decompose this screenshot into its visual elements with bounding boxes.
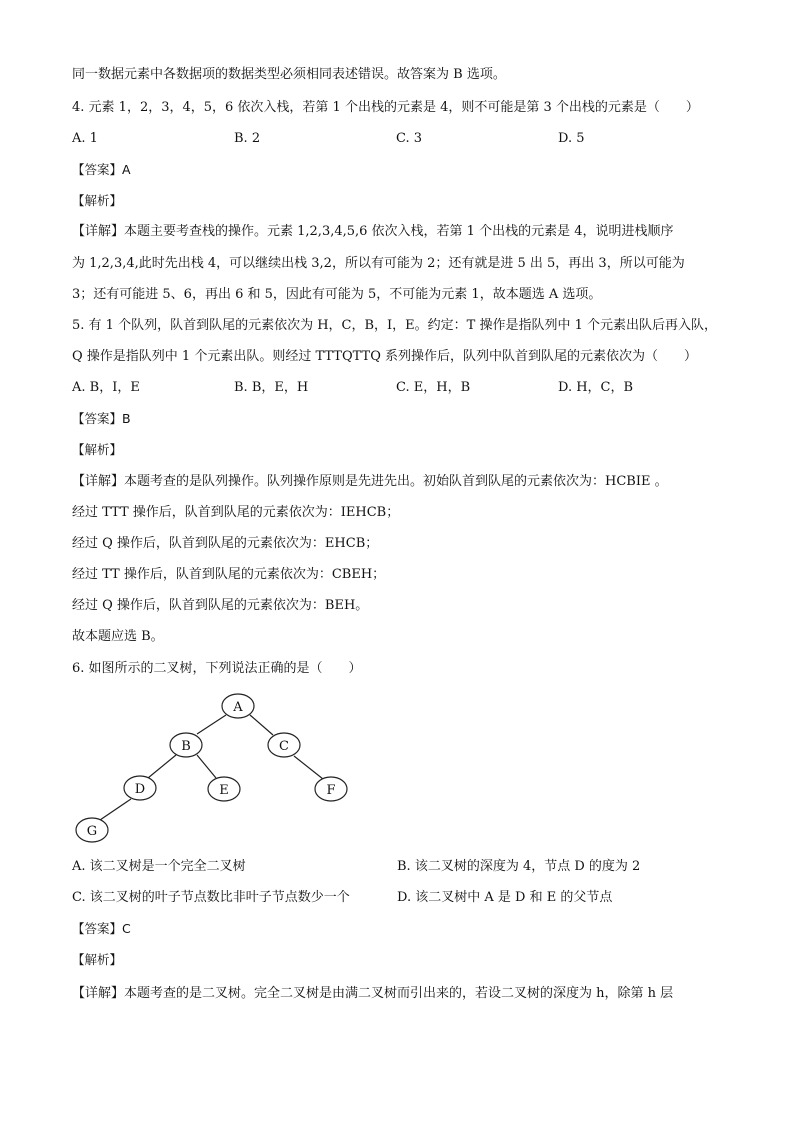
question-6-stem: 6. 如图所示的二叉树，下列说法正确的是（ ） (72, 661, 362, 676)
question-6-options-row-2 (72, 889, 722, 907)
tree-edge (197, 715, 226, 734)
detail-line: 经过 Q 操作后，队首到队尾的元素依次为：EHCB； (72, 536, 379, 551)
detail-line: 3；还有可能进 5、6，再出 6 和 5，因此有可能为 5，不可能为元素 1，故本题选 A 选项。 (72, 287, 602, 302)
option-d: D. H，C，B (558, 380, 634, 395)
detail-line: 故本题应选 B。 (72, 629, 164, 644)
question-6-options-row-1 (72, 858, 722, 876)
tree-node-label: F (326, 783, 336, 798)
tree-node-label: A (233, 700, 243, 715)
tree-node-label: C (279, 739, 289, 754)
detail-line: 经过 TT 操作后，队首到队尾的元素依次为：CBEH； (72, 567, 386, 582)
tree-node-label: G (86, 824, 98, 839)
detail-line: 【详解】本题考查的是队列操作。队列操作原则是先进先出。初始队首到队尾的元素依次为：HCBIE 。 (72, 474, 668, 489)
tree-edge (148, 755, 176, 778)
option-c: C. 该二叉树的叶子节点数比非叶子节点数少一个 (72, 890, 350, 905)
analysis-label: 【解析】 (72, 193, 123, 208)
option-c: C. E，H，B (396, 380, 471, 395)
detail-line: 【详解】本题考查的是二叉树。完全二叉树是由满二叉树而引出来的，若设二叉树的深度为 h，除第 h 层 (72, 986, 674, 1001)
question-4-stem: 4. 元素 1，2，3，4，5，6 依次入栈，若第 1 个出栈的元素是 4，则不可能是第 3 个出栈的元素是（ ） (72, 100, 699, 115)
text-line: 同一数据元素中各数据项的数据类型必须相同表述错误。故答案为 B 选项。 (72, 67, 506, 82)
option-b: B. 该二叉树的深度为 4，节点 D 的度为 2 (397, 859, 641, 874)
option-d: D. 该二叉树中 A 是 D 和 E 的父节点 (397, 890, 613, 905)
option-a: A. 该二叉树是一个完全二叉树 (72, 859, 246, 874)
option-c: C. 3 (396, 131, 423, 146)
answer-label: 【答案】C (72, 921, 131, 936)
analysis-label: 【解析】 (72, 442, 123, 457)
detail-line: 经过 Q 操作后，队首到队尾的元素依次为：BEH。 (72, 598, 369, 613)
tree-node-label: E (219, 783, 229, 798)
detail-line: 【详解】本题主要考查栈的操作。元素 1,2,3,4,5,6 依次入栈，若第 1 个出栈的元素是 4，说明进栈顺序 (72, 224, 674, 239)
option-b: B. 2 (234, 131, 261, 146)
question-5-stem-line: Q 操作是指队列中 1 个元素出队。则经过 TTTQTTQ 系列操作后，队列中队首到队尾的元素依次为（ ） (72, 349, 697, 364)
option-a: A. B，I，E (72, 380, 140, 395)
answer-label: 【答案】B (72, 411, 131, 426)
option-d: D. 5 (558, 131, 585, 146)
tree-edge (197, 755, 216, 778)
option-a: A. 1 (72, 131, 98, 146)
tree-node-label: D (134, 782, 146, 797)
answer-label: 【答案】A (72, 162, 131, 177)
tree-edge (100, 799, 131, 820)
tree-node-label: B (181, 739, 191, 754)
tree-edge (250, 715, 273, 735)
detail-line: 经过 TTT 操作后，队首到队尾的元素依次为：IEHCB； (72, 505, 400, 520)
question-5-stem-line: 5. 有 1 个队列，队首到队尾的元素依次为 H，C，B，I，E。约定：T 操作是指队列中 1 个元素出队后再入队， (72, 318, 718, 333)
detail-line: 为 1,2,3,4,此时先出栈 4，可以继续出栈 3,2，所以有可能为 2；还有就是进 5 出 5，再出 3，所以可能为 (72, 256, 685, 271)
tree-edge (294, 756, 323, 779)
option-b: B. B，E，H (234, 380, 309, 395)
analysis-label: 【解析】 (72, 952, 123, 967)
